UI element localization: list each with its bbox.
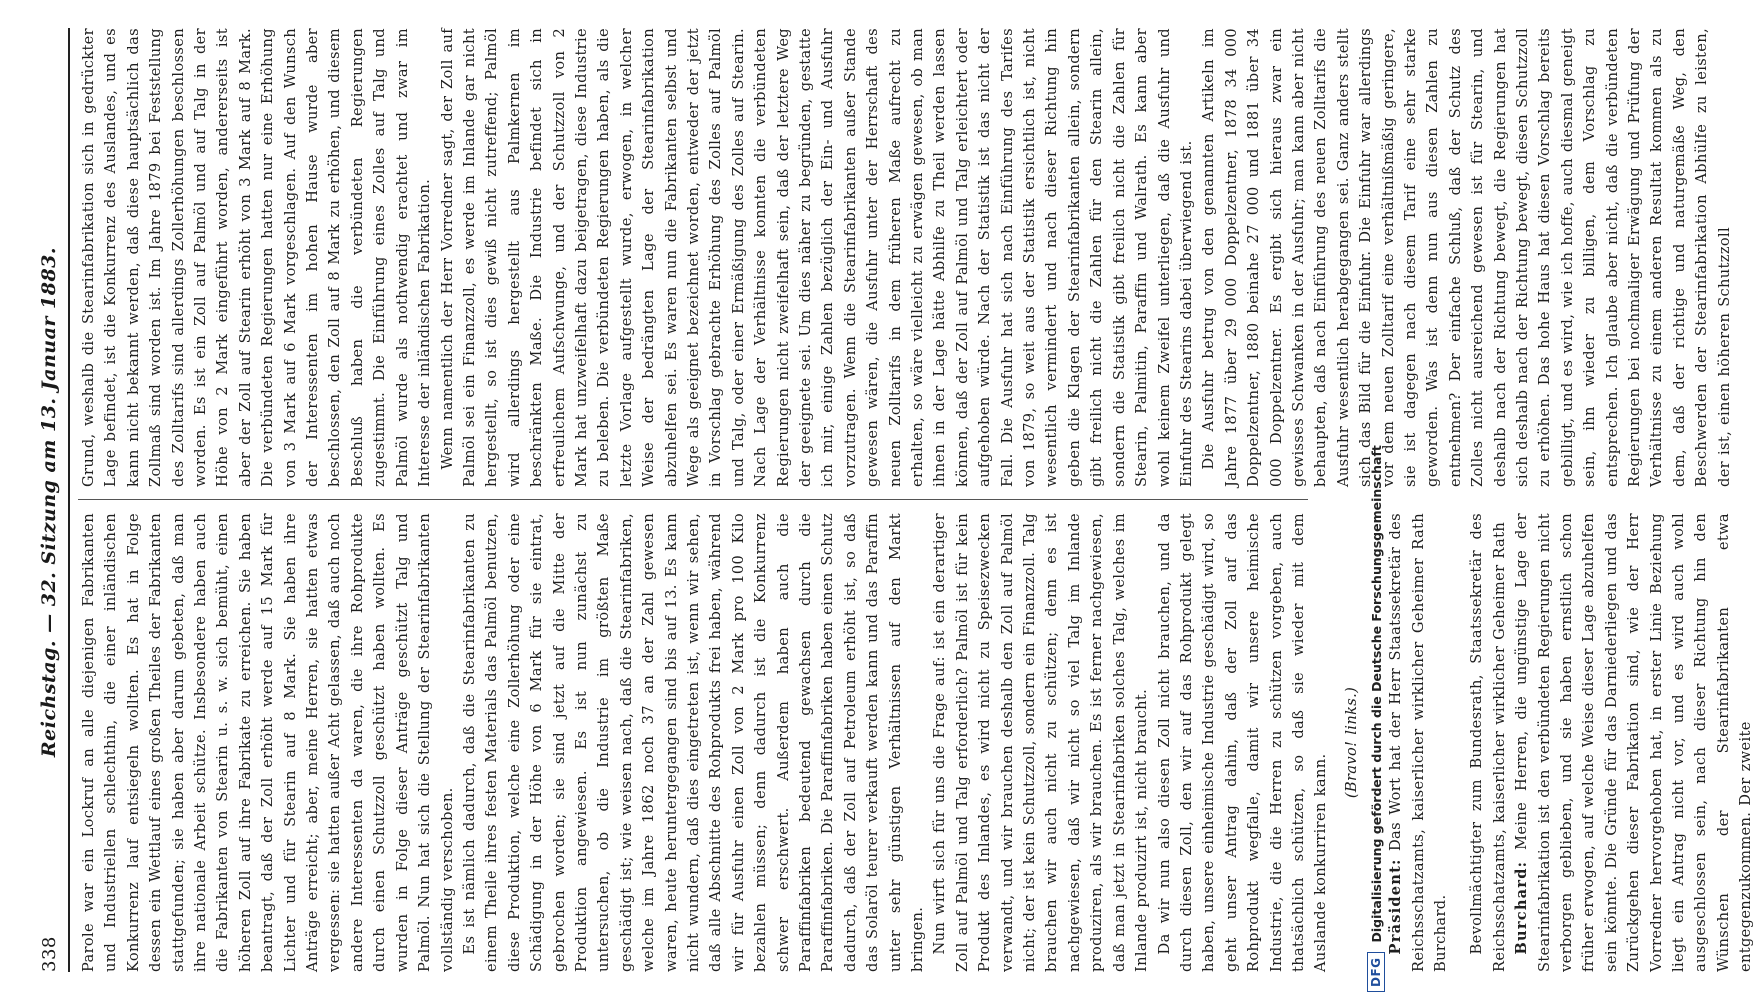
- paragraph-text: Meine Herren, die ungünstige Lage der Stearinfabrikation ist den verbündeten Regierungen nicht verborgen geblieben, und sie haben ernstlich schon früher erwogen, auf welche Weise dieser Lage abzuhelfen sein könnte. Die Gründe für das Darniederliegen und das Zurückgehen dieser Fabrikation sind, wie der Herr Vorredner hervorgehoben hat, in erster Linie Beziehung liegt ein Antrag nicht vor, und es wird auch wohl ausgeschlossen sein, nach dieser Richtung hin den Wünschen der Stearinfabrikanten etwa entgegenzukommen. Der zweite: [1513, 513, 1755, 972]
- right-column: [78, 28, 1733, 487]
- footer-strip: [1362, 0, 1390, 1000]
- paragraph: [78, 513, 459, 972]
- paragraph-text: (Bravo! links.): [1342, 686, 1360, 799]
- page-header: [26, 28, 60, 972]
- paragraph-text: Wenn namentlich der Herr Vorredner sagt, der Zoll auf Palmöl sei ein Finanzzoll, es werde im Inlande gar nicht hergestellt, so ist dies gewiß nicht zutreffend; Palmöl wird allerdings hergestellt aus Palmkernen im beschränkten Maße. Die Industrie befindet sich in erfreulichem Aufschwunge, und der Schutzzoll von 2 Mark hat unzweifelhaft dazu beigetragen, diese Industrie zu beleben. Die verbündeten Regierungen haben, als die letzte Vorlage aufgestellt wurde, erwogen, in welcher Weise der bedrängten Lage der Stearinfabrikation abzuhelfen sei. Es waren nun die Fabrikanten selbst und Wege als geeignet bezeichnet worden, entweder der jetzt in Vorschlag gebrachte Erhöhung des Zolles auf Palmöl und Talg, oder einer Ermäßigung des Zolles auf Stearin. Nach Lage der Verhältnisse konnten die verbündeten Regierungen nicht zweifelhaft sein, daß der letztere Weg der geeignete sei. Um dies näher zu begründen, gestatte ich mir, einige Zahlen bezüglich der Ein- und Ausfuhr vorzutragen. Wenn die Stearinfabrikanten außer Stande gewesen wären, die Ausfuhr unter der Herrschaft des neuen Zolltarifs in dem früheren Maße aufrecht zu erhalten, so wäre vielleicht zu erwägen gewesen, ob man ihnen in der Lage hätte Abhilfe zu Theil werden lassen können, daß der Zoll auf Palmöl und Talg erleichtert oder aufgehoben würde. Nach der Statistik ist das nicht der Fall. Die Ausfuhr hat sich nach Einführung des Tarifes von 1879, so weit aus der Statistik ersichtlich ist, nicht wesentlich vermindert und nach dieser Richtung hin geben die Klagen der Stearinfabrikanten allein, sondern gibt freilich nicht die Zahlen für den Stearin allein, sondern die Statistik gibt freilich nicht die Zahlen für Stearin, Palmitin, Paraffin und Walrath. Es kann aber wohl keinem Zweifel unterliegen, daß die Ausfuhr und Einfuhr des Stearins dabei überwiegend ist.: [438, 28, 1195, 487]
- dfg-logo: DFG: [1367, 952, 1385, 992]
- paragraph: [1385, 513, 1452, 972]
- paragraph-text: Das Wort hat der Herr Staatssekretär des Reichsschatzamts, kaiserlicher wirklicher Geheimer Rath Burchard.: [1387, 513, 1449, 972]
- paragraph-gap: [1452, 513, 1466, 972]
- page-number: 338: [39, 936, 60, 972]
- speaker-name: Präsident:: [1387, 858, 1405, 955]
- paragraph: [1466, 513, 1511, 972]
- paragraph-text: Da wir nun also diesen Zoll nicht brauchen, und da durch diesen Zoll, den wir auf das Rohprodukt gelegt haben, unsere einheimische Industrie geschädigt wird, so geht unser Antrag dahin, daß der Zoll auf das Rohprodukt wegfalle, damit wir unsere heimische Industrie, die die Herren zu schützen vorgeben, auch thatsächlich schützen, so daß sie wieder mit dem Auslande konkurriren kann.: [1155, 513, 1330, 972]
- page-title: Reichstag. — 32. Sitzung am 13. Januar 1883.: [38, 247, 60, 758]
- paragraph-text: Bevollmächtigter zum Bundesrath, Staatssekretär des Reichsschatzamts, kaiserlicher wirklicher Geheimer Rath: [1468, 513, 1508, 972]
- speaker-name: Burchard:: [1513, 860, 1531, 955]
- paragraph: [1154, 513, 1333, 972]
- paragraph: [1198, 28, 1736, 487]
- stage-direction: [1341, 513, 1363, 972]
- paragraph-text: Die Ausfuhr betrug von den genannten Artikeln im Jahre 1877 über 29 000 Doppelzentner, 1878 34 000 Doppelzentner, 1880 beinahe 27 000 und 1881 über 34 000 Doppelzentner. Es ergibt sich hieraus zwar ein gewisses Schwanken in der Ausfuhr; man kann aber nicht behaupten, daß nach Einführung des neuen Zolltarifs die Ausfuhr wesentlich herabgegangen sei. Ganz anders stellt sich das Bild für die Einfuhr. Die Einfuhr war allerdings vor dem neuen Zolltarif eine verhältnißmäßig geringere, sie ist dagegen nach diesem Tarif eine sehr starke geworden. Was ist denn nun aus diesen Zahlen zu entnehmen? Der einfache Schluß, daß der Schutz des Zolles nicht ausreichend gewesen ist für Stearin, und deshalb nach der Richtung bewegt, die Regierungen hat sich deshalb nach der Richtung bewegt, diesen Schutzzoll zu erhöhen. Das hohe Haus hat diesen Vorschlag bereits gebilligt, und es wird, wie ich hoffe, auch diesmal geneigt sein, ihn wieder zu billigen, dem Vorschlag zu entsprechen. Ich glaube aber nicht, daß die verbündeten Regierungen bei nochmaliger Erwägung und Prüfung der Verhältnisse zu einem anderen Resultat kommen als zu dem, daß der richtige und naturgemäße Weg, den Beschwerden der Stearinfabrikation Abhülfe zu leisten, der ist, einen höheren Schutzzoll: [1200, 28, 1733, 487]
- paragraph: [929, 513, 1153, 972]
- paragraph: [78, 28, 437, 487]
- paragraph-text: Grund, weshalb die Stearinfabrikation sich in gedrückter Lage befindet, ist die Konkurrenz des Auslandes, und es kann nicht bekannt werden, daß diese hauptsächlich das Zollmaß sind worden ist. Im Jahre 1879 bei Feststellung des Zolltarifs sind allerdings Zollerhöhungen beschlossen worden. Es ist ein Zoll auf Palmöl und auf Talg in der Höhe von 2 Mark eingeführt worden, andererseits ist aber der Zoll auf Stearin erhöht von 3 Mark auf 8 Mark. Die verbündeten Regierungen hatten nur eine Erhöhung von 3 Mark auf 6 Mark vorgeschlagen. Auf den Wunsch der Interessenten im hohen Hause wurde aber beschlossen, den Zoll auf 8 Mark zu erhöhen, und diesem Beschluß haben die verbündeten Regierungen zugestimmt. Die Einführung eines Zolles auf Talg und Palmöl wurde als nothwendig erachtet und zwar im Interesse der inländischen Fabrikation.: [80, 28, 434, 487]
- paragraph: [1511, 513, 1757, 972]
- paragraph-text: Es ist nämlich dadurch, daß die Stearinfabrikanten zu einem Theile ihres festen Materials das Palmöl benutzen, diese Produktion, welche eine Zollerhöhung oder eine Schädigung in der Höhe von 6 Mark für sie eintrat, gebrochen worden; sie sind jetzt auf die Mitte der Produktion angewiesen. Es ist nun zunächst zu untersuchen, ob die Industrie im größten Maße geschädigt ist; wie weisen nach, daß die Stearinfabriken, welche im Jahre 1862 noch 37 an der Zahl gewesen waren, heute heruntergegangen sind bis auf 13. Es kann nicht wundern, daß dies eingetreten ist, wenn wir sehen, daß alle Abschnitte des Rohprodukts frei haben, während wir für Ausfuhr einen Zoll von 2 Mark pro 100 Kilo bezahlen müssen; denn dadurch ist die Konkurrenz schwer erschwert. Außerdem haben auch die Paraffinfabriken bedeutend gewachsen durch die Paraffinfabriken. Die Paraffinfabriken haben einen Schutz dadurch, daß der Zoll auf Petroleum erhöht ist, so daß das Solaröl teurer verkauft werden kann und das Paraffin unter sehr günstigen Verhältnissen auf den Markt bringen.: [460, 513, 927, 972]
- paragraph-text: Nun wirft sich für uns die Frage auf: ist ein derartiger Zoll auf Palmöl und Talg erforderlich? Palmöl ist für kein Produkt des Inlandes, es wird nicht zu Speisezwecken verwandt, und wir brauchen deshalb den Zoll auf Palmöl nicht; der ist kein Schutzzoll, sondern ein Finanzzoll. Talg brauchen wir auch nicht zu schützen; denn es ist nachgewiesen, daß wir nicht so viel Talg im Inlande produziren, als wir brauchen. Es ist ferner nachgewiesen, daß man jetzt in Stearinfabriken solches Talg, welches im Inlande produzirt ist, nicht braucht.: [931, 513, 1151, 972]
- header-rule: [68, 28, 70, 972]
- digitization-credit: Digitalisierung gefördert durch die Deutsche Forschungsgemeinschaft: [1368, 445, 1384, 943]
- column-divider: [78, 499, 1308, 500]
- paragraph: [437, 28, 1199, 487]
- paragraph-text: Parole war ein Lockruf an alle diejenigen Fabrikanten und Industriellen schlechthin, die einer inländischen Konkurrenz lauf entsiegeln wollten. Es hat in Folge dessen ein Wettlauf eines großen Theiles der Fabrikanten stattgefunden; sie haben aber darum gebeten, daß man ihre nationale Arbeit schütze. Insbesondere haben auch die Fabrikanten von Stearin u. s. w. sich bemüht, einen höheren Zoll auf ihre Fabrikate zu erreichen. Sie haben beantragt, daß der Zoll erhöht werde auf 15 Mark für Lichter und für Stearin auf 8 Mark. Sie haben ihre Anträge erreicht; aber, meine Herren, sie hatten etwas vergessen: sie hatten außer Acht gelassen, daß auch noch andere Interessenten da waren, die ihre Rohprodukte durch einen Schutzzoll geschützt haben wollten. Es wurden in Folge dieser Anträge geschützt Talg und Palmöl. Nun hat sich die Stellung der Stearinfabrikanten vollständig verschoben.: [80, 513, 456, 972]
- paragraph: [459, 513, 930, 972]
